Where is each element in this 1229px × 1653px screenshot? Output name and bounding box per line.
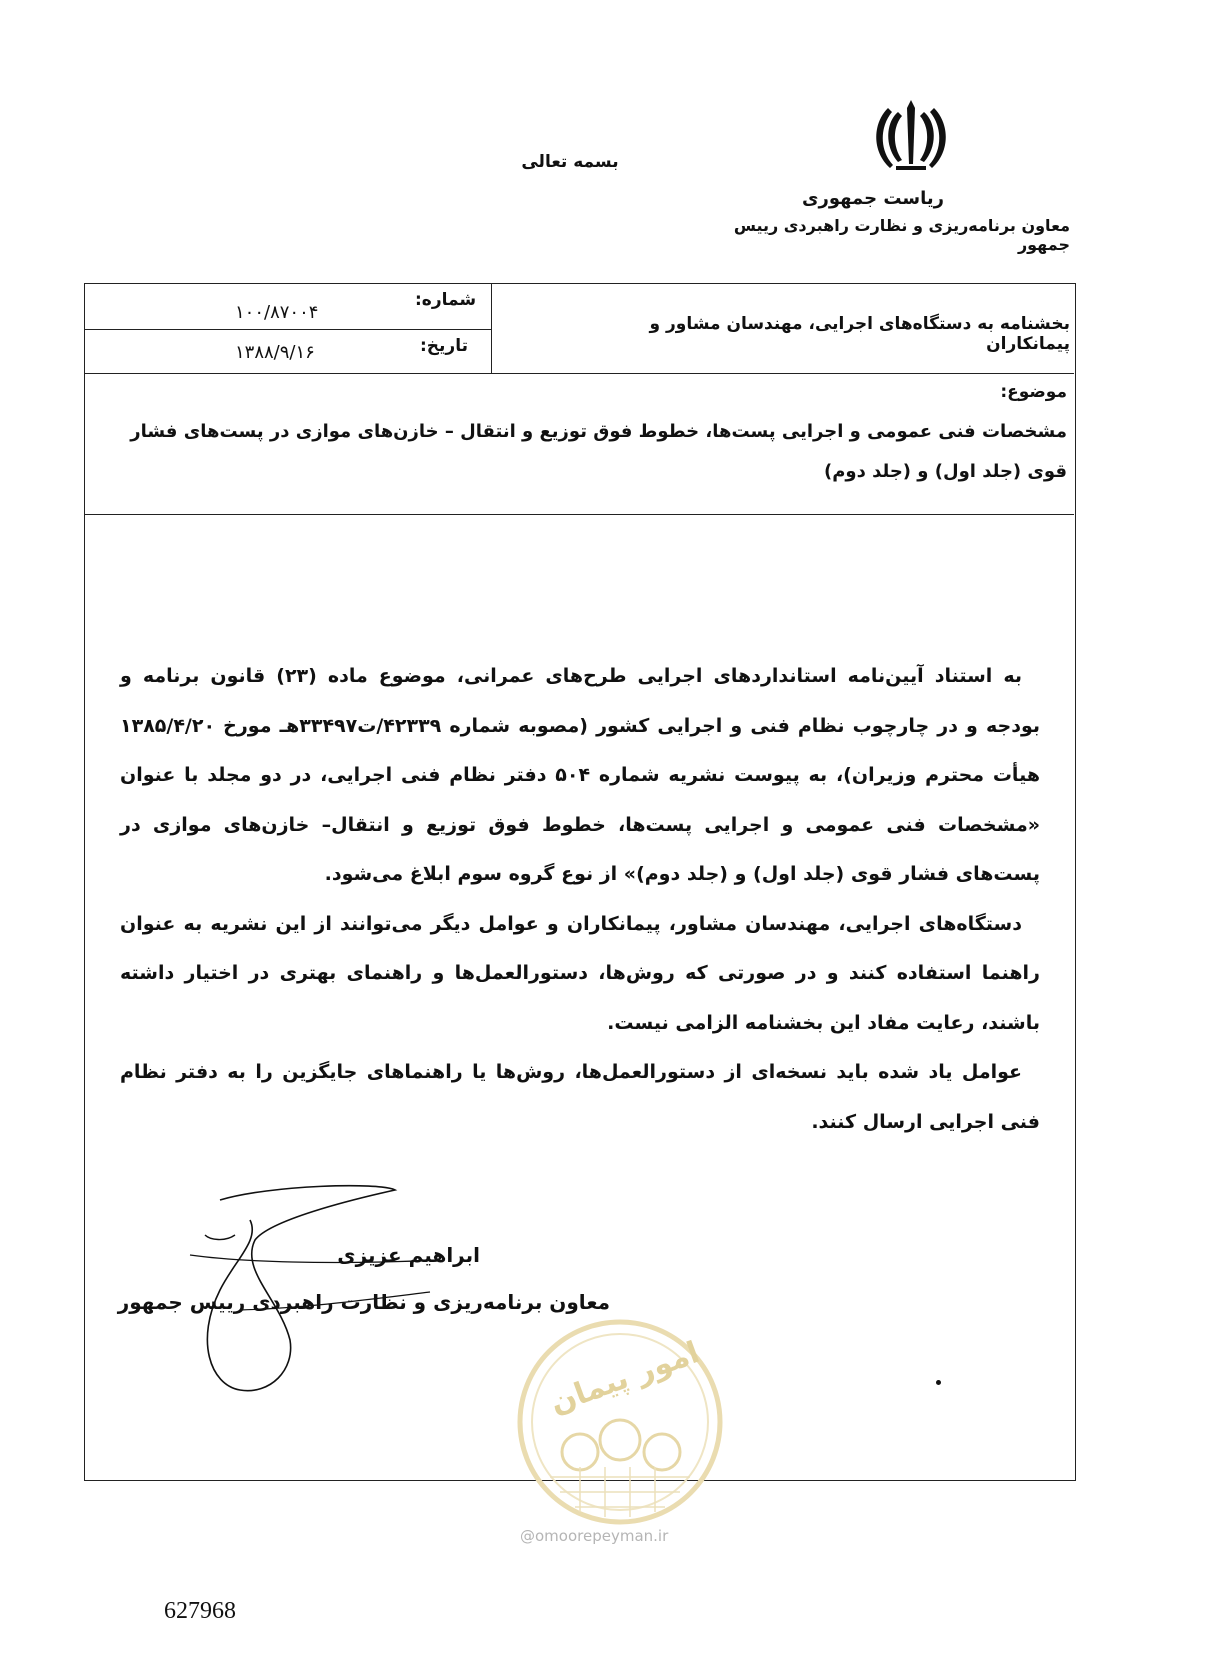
subject-text: مشخصات فنی عمومی و اجرایی پست‌ها، خطوط فوق توزیع و انتقال – خازن‌های موازی در پست‌های فشار قوی (جلد اول) و (جلد دوم) <box>130 421 1067 482</box>
recipient-line: بخشنامه به دستگاه‌های اجرایی، مهندسان مشاور و پیمانکاران <box>649 314 1070 354</box>
body-paragraph-1-text: به استناد آیین‌نامه استانداردهای اجرایی طرح‌های عمرانی، موضوع ماده (۲۳) قانون برنامه و بودجه و در چارچوب نظام فنی و اجرایی کشور (مصوبه شماره ۴۲۳۳۹/ت۳۳۴۹۷هـ مورخ ۱۳۸۵/۴/۲۰ هیأت محترم وزیران)، به پیوست نشریه شماره ۵۰۴ دفتر نظام فنی اجرایی، در دو مجلد با عنوان « <box>120 665 1040 836</box>
org-subtitle: معاون برنامه‌ریزی و نظارت راهبردی رییس جمهور <box>733 216 1070 254</box>
subject-label: موضوع: <box>1000 382 1067 402</box>
iran-emblem-icon <box>868 94 954 176</box>
basmeh-heading: بسمه تعالی <box>521 152 619 172</box>
date-value: ۱۳۸۸/۹/۱۶ <box>235 342 315 363</box>
body-paragraph-1-end: » از نوع گروه سوم ابلاغ می‌شود. <box>324 863 637 885</box>
letter-body <box>120 652 1040 1147</box>
watermark: @omoorepeyman.ir <box>520 1527 669 1545</box>
divider-header-row <box>85 373 1074 374</box>
body-paragraph-1 <box>120 652 1040 900</box>
number-value: ۱۰۰/۸۷۰۰۴ <box>235 302 319 323</box>
org-title: ریاست جمهوری <box>802 188 944 209</box>
organization-stamp <box>510 1312 730 1532</box>
body-paragraph-3: عوامل یاد شده باید نسخه‌ای از دستورالعمل‌ها، روش‌ها یا راهنماهای جایگزین را به دفتر نظام فنی اجرایی ارسال کنند. <box>120 1061 1040 1133</box>
number-label: شماره: <box>415 290 477 310</box>
document-id: 627968 <box>164 1598 236 1624</box>
body-paragraph-2: دستگاه‌های اجرایی، مهندسان مشاور، پیمانکاران و عوامل دیگر می‌توانند از این نشریه به عنوان راهنما استفاده کنند و در صورتی که روش‌ها، دستورالعمل‌ها و راهنمای بهتری در اختیار داشته باشند، رعایت مفاد این بخشنامه الزامی نیست. <box>120 912 1040 1034</box>
signatory-title: معاون برنامه‌ریزی و نظارت راهبردی رییس جمهور <box>117 1290 610 1314</box>
signatory-name: ابراهیم عزیزی <box>337 1243 480 1267</box>
divider-meta-row <box>85 329 491 330</box>
date-label: تاریخ: <box>420 336 468 356</box>
stamp-text: امور پیمان <box>545 1334 704 1422</box>
body-paragraph-1-bold: مشخصات فنی عمومی و اجرایی پست‌ها، خطوط فوق توزیع و انتقال– خازن‌های موازی در پست‌های فشار قوی (جلد اول) و (جلد دوم) <box>120 813 1040 885</box>
stray-dot <box>936 1380 941 1385</box>
divider-subject-row <box>85 514 1074 515</box>
divider-meta-column <box>491 284 492 373</box>
